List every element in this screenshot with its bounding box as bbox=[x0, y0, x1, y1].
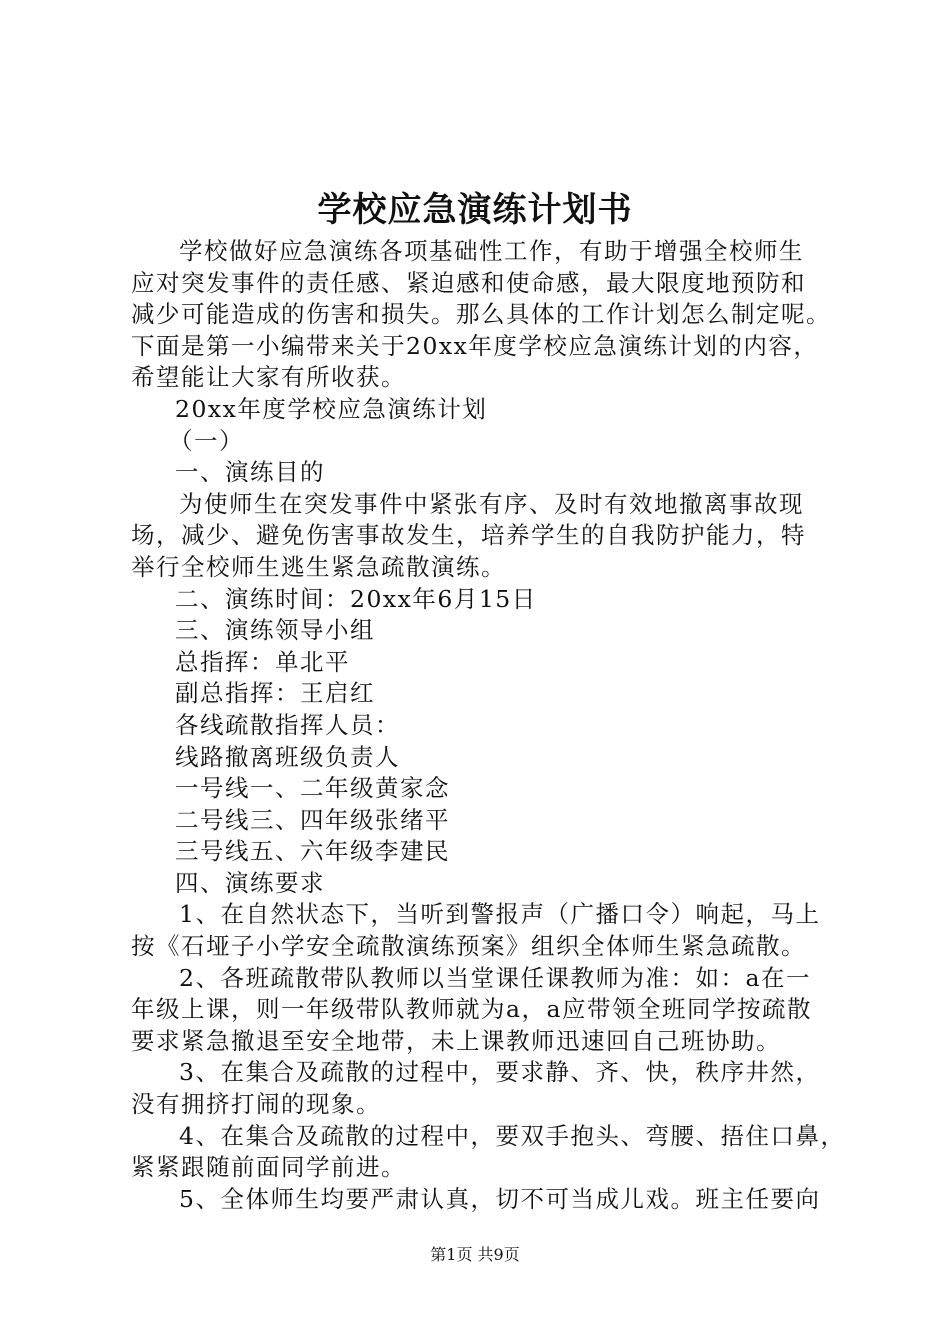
paragraph-line: 5、全体师生均要严肃认真，切不可当成儿戏。班主任要向 bbox=[179, 1184, 821, 1213]
list-item: 线路撤离班级负责人 bbox=[175, 742, 400, 771]
section-heading: 四、演练要求 bbox=[175, 868, 325, 897]
page-footer: 第1页 共9页 bbox=[430, 1245, 520, 1264]
list-item: 三号线五、六年级李建民 bbox=[175, 837, 450, 866]
paragraph-line: 举行全校师生逃生紧急疏散演练。 bbox=[131, 552, 506, 581]
paragraph-line: 1、在自然状态下，当听到警报声（广播口令）响起，马上 bbox=[179, 900, 821, 929]
list-item: 一号线一、二年级黄家念 bbox=[175, 774, 450, 803]
section-heading: 一、演练目的 bbox=[175, 458, 325, 487]
document-body bbox=[131, 236, 851, 1215]
paragraph-line: 3、在集合及疏散的过程中，要求静、齐、快，秩序井然， bbox=[179, 1058, 821, 1087]
paragraph-line: 按《石垭子小学安全疏散演练预案》组织全体师生紧急疏散。 bbox=[131, 932, 806, 961]
paragraph-line: 下面是第一小编带来关于20xx年度学校应急演练计划的内容， bbox=[131, 331, 819, 360]
paragraph-line: 2、各班疏散带队教师以当堂课任课教师为准：如：a在一 bbox=[179, 963, 811, 992]
paragraph-line: 没有拥挤打闹的现象。 bbox=[131, 1090, 381, 1119]
section-heading: 三、演练领导小组 bbox=[175, 616, 375, 645]
paragraph-line: 希望能让大家有所收获。 bbox=[131, 363, 406, 392]
paragraph-line: 学校做好应急演练各项基础性工作，有助于增强全校师生 bbox=[179, 237, 804, 265]
list-item: 副总指挥：王启红 bbox=[175, 679, 375, 708]
paragraph-line: 紧紧跟随前面同学前进。 bbox=[131, 1153, 406, 1182]
list-item: 总指挥：单北平 bbox=[175, 647, 350, 676]
list-item: 二号线三、四年级张绪平 bbox=[175, 805, 450, 834]
paragraph-line: 减少可能造成的伤害和损失。那么具体的工作计划怎么制定呢。 bbox=[131, 300, 831, 329]
section-heading: 二、演练时间：20xx年6月15日 bbox=[175, 584, 537, 613]
paragraph-line: 年级上课，则一年级带队教师就为a，a应带领全班同学按疏散 bbox=[131, 995, 813, 1024]
plan-heading: 20xx年度学校应急演练计划 bbox=[175, 394, 488, 423]
paragraph-line: 4、在集合及疏散的过程中，要双手抱头、弯腰、捂住口鼻， bbox=[179, 1121, 846, 1150]
paragraph-line: 为使师生在突发事件中紧张有序、及时有效地撤离事故现 bbox=[179, 489, 804, 518]
document-title: 学校应急演练计划书 bbox=[317, 190, 633, 230]
list-item: 各线疏散指挥人员： bbox=[175, 710, 400, 739]
paragraph-line: 场，减少、避免伤害事故发生，培养学生的自我防护能力，特 bbox=[131, 521, 806, 550]
section-number: （一） bbox=[169, 426, 244, 455]
paragraph-line: 要求紧急撤退至安全地带，未上课教师迅速回自己班协助。 bbox=[131, 1026, 781, 1055]
paragraph-line: 应对突发事件的责任感、紧迫感和使命感，最大限度地预防和 bbox=[131, 268, 806, 297]
